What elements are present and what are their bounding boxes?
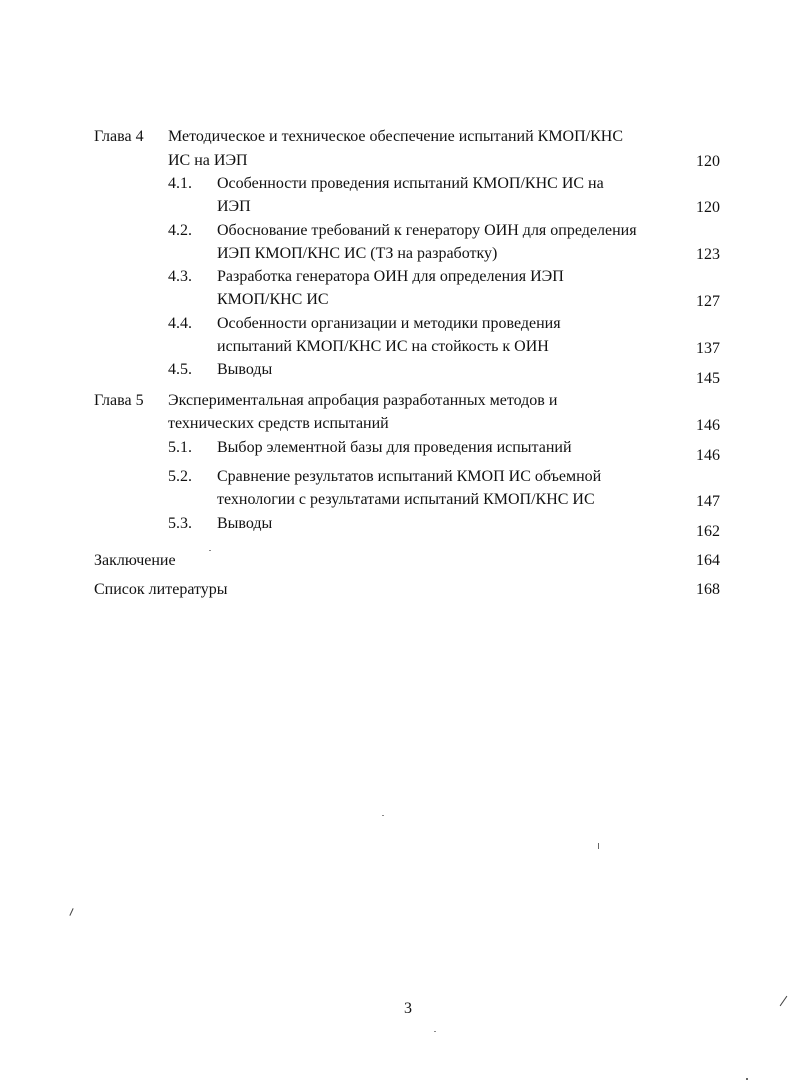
scan-speck [434, 1031, 436, 1032]
chapter-5-title-line2: технических средств испытаний [168, 415, 389, 432]
chapter-4-title-line2: ИС на ИЭП [168, 152, 248, 169]
conclusion-label: Заключение [94, 552, 176, 569]
section-4-4-line2: испытаний КМОП/КНС ИС на стойкость к ОИН [217, 338, 549, 355]
section-5-2-num: 5.2. [168, 468, 192, 485]
references-label: Список литературы [94, 581, 228, 598]
scan-speck [598, 843, 599, 849]
section-4-5-num: 4.5. [168, 361, 192, 378]
chapter-5-page: 146 [696, 417, 720, 434]
chapter-4-title-line1: Методическое и техническое обеспечение испытаний КМОП/КНС [168, 128, 623, 145]
section-4-4-page: 137 [696, 340, 720, 357]
scan-speck [746, 1078, 748, 1080]
section-4-1-line1: Особенности проведения испытаний КМОП/КНС ИС на [217, 175, 604, 192]
section-4-2-num: 4.2. [168, 222, 192, 239]
section-4-2-line2: ИЭП КМОП/КНС ИС (ТЗ на разработку) [217, 245, 498, 262]
section-4-2-page: 123 [696, 246, 720, 263]
conclusion-page: 164 [696, 552, 720, 569]
section-4-3-page: 127 [696, 293, 720, 310]
section-5-1-num: 5.1. [168, 439, 192, 456]
section-4-5-page: 145 [696, 370, 720, 387]
section-4-4-line1: Особенности организации и методики проведения [217, 315, 561, 332]
section-5-1-page: 146 [696, 447, 720, 464]
chapter-5-label: Глава 5 [94, 392, 144, 409]
section-4-3-num: 4.3. [168, 268, 192, 285]
chapter-5-title-line1: Экспериментальная апробация разработанных методов и [168, 392, 558, 409]
section-4-2-line1: Обоснование требований к генератору ОИН для определения [217, 222, 637, 239]
section-5-3-page: 162 [696, 523, 720, 540]
section-5-3-line1: Выводы [217, 515, 273, 532]
chapter-4-label: Глава 4 [94, 128, 144, 145]
section-4-4-num: 4.4. [168, 315, 192, 332]
section-4-3-line2: КМОП/КНС ИС [217, 291, 329, 308]
section-4-1-num: 4.1. [168, 175, 192, 192]
section-4-5-line1: Выводы [217, 361, 273, 378]
scan-speck [780, 996, 788, 1006]
chapter-4-page: 120 [696, 153, 720, 170]
scan-speck [209, 550, 211, 551]
section-4-3-line1: Разработка генератора ОИН для определения ИЭП [217, 268, 564, 285]
section-5-2-line2: технологии с результатами испытаний КМОП/КНС ИС [217, 491, 595, 508]
section-5-3-num: 5.3. [168, 515, 192, 532]
section-5-1-line1: Выбор элементной базы для проведения испытаний [217, 439, 572, 456]
page-number: 3 [404, 1000, 412, 1017]
section-5-2-line1: Сравнение результатов испытаний КМОП ИС объемной [217, 468, 602, 485]
scan-speck [382, 815, 384, 816]
scan-speck [69, 908, 73, 916]
references-page: 168 [696, 581, 720, 598]
section-4-1-page: 120 [696, 199, 720, 216]
section-5-2-page: 147 [696, 493, 720, 510]
section-4-1-line2: ИЭП [217, 198, 251, 215]
